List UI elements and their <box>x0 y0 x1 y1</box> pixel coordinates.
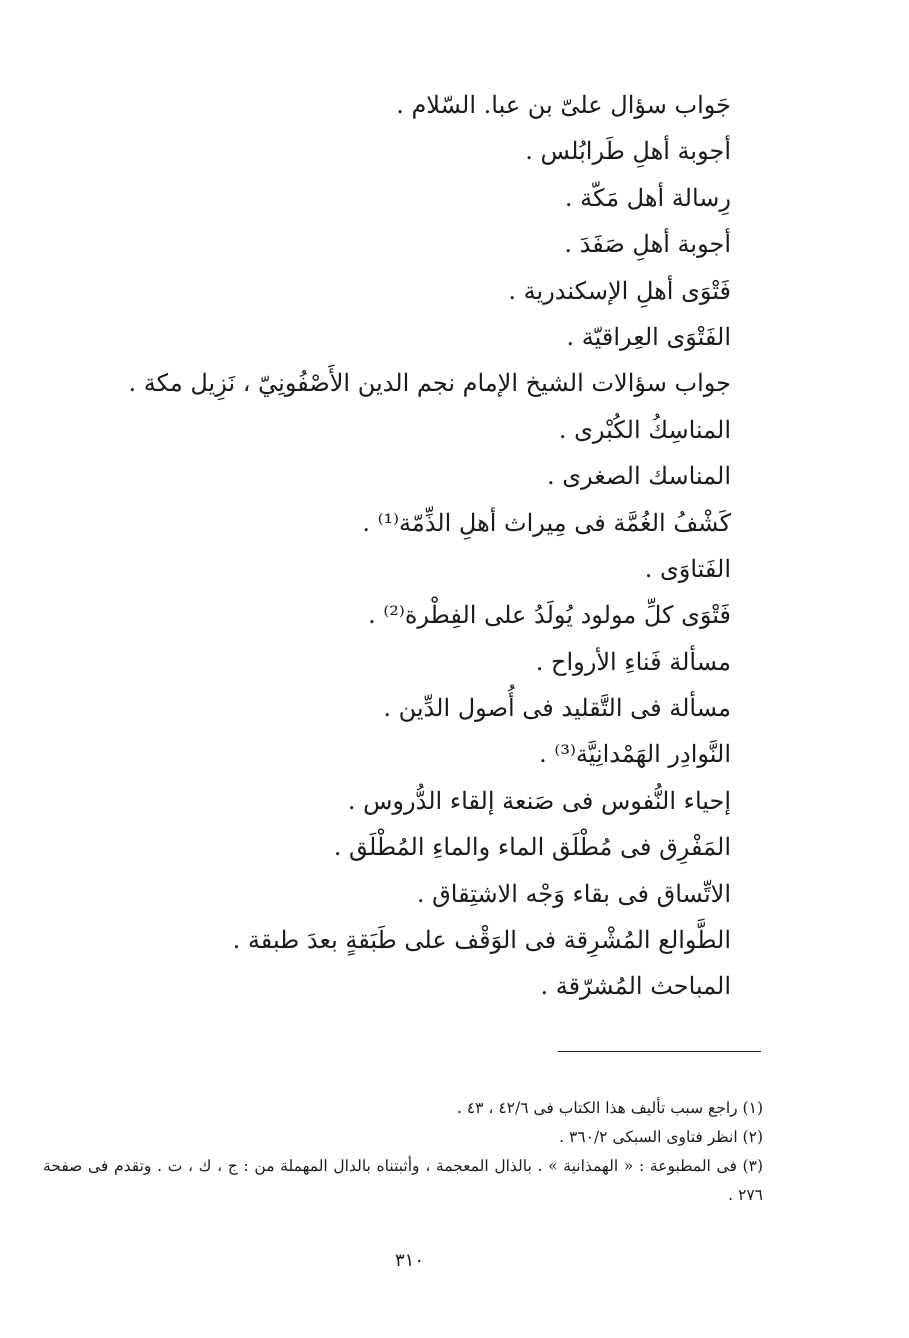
footnote-separator <box>558 1051 761 1052</box>
list-item: فَتْوَى أهلِ الإسكندرية . <box>508 276 731 305</box>
page-number: ٣١٠ <box>394 1250 424 1271</box>
list-item: مسألة فى التَّقليد فى أُصول الدِّين . <box>383 694 731 723</box>
list-item: الطَّوالع المُشْرِقة فى الوَقْف على طَبَقةٍ بعدَ طبقة . <box>232 926 731 955</box>
footnote-3: (٣) فى المطبوعة : « الهمذانية » . بالذال المعجمة ، وأثبتناه بالدال المهملة من : ج ، ك ، ت . وتقدم فى صفحة ٢٧٦ . <box>43 1157 763 1204</box>
list-item: رِسالة أهل مَكّة . <box>564 183 731 212</box>
list-item: الاتِّساق فى بقاء وَجْه الاشتِقاق . <box>416 879 731 908</box>
list-item: المباحث المُشرّقة . <box>540 972 731 1001</box>
list-item: أجوبة أهلِ طَرابُلس . <box>525 137 731 166</box>
footnotes <box>43 1094 763 1210</box>
footnote-2: (٢) انظر فتاوى السبكى ٣٦٠/٢ . <box>559 1128 763 1146</box>
list-item: جَواب سؤال علىّ بن عبا. السّلام . <box>396 91 731 119</box>
list-item: فَتْوَى كلِّ مولود يُولَدُ على الفِطْرة⁽²⁾ . <box>368 601 731 630</box>
list-item: الفَتْوَى العِراقيّة . <box>566 322 731 351</box>
works-list <box>128 82 731 1010</box>
list-item: مسألة فَناءِ الأرواح . <box>535 647 731 676</box>
list-item: أجوبة أهلِ صَفَدَ . <box>564 230 731 259</box>
list-item: المَفْرِق فى مُطْلَق الماء والماءِ المُطْلَق . <box>333 833 731 862</box>
list-item: جواب سؤالات الشيخ الإمام نجم الدين الأَصْفُونِيّ ، نَزِيل مكة . <box>128 369 731 398</box>
list-item: المناسك الصغرى . <box>546 462 731 491</box>
list-item: كَشْفُ الغُمَّة فى مِيراث أهلِ الذِّمّة⁽¹⁾ . <box>362 508 731 537</box>
list-item: المناسِكُ الكُبْرى . <box>558 415 731 444</box>
list-item: النَّوادِر الهَمْدانِيَّة⁽³⁾ . <box>539 740 731 769</box>
list-item: إحياء النُّفوس فى صَنعة إلقاء الدُّروس . <box>347 786 731 815</box>
list-item: الفَتاوَى . <box>644 554 731 583</box>
footnote-1: (١) راجع سبب تأليف هذا الكتاب فى ٤٢/٦ ، ٤٣ . <box>456 1099 763 1117</box>
